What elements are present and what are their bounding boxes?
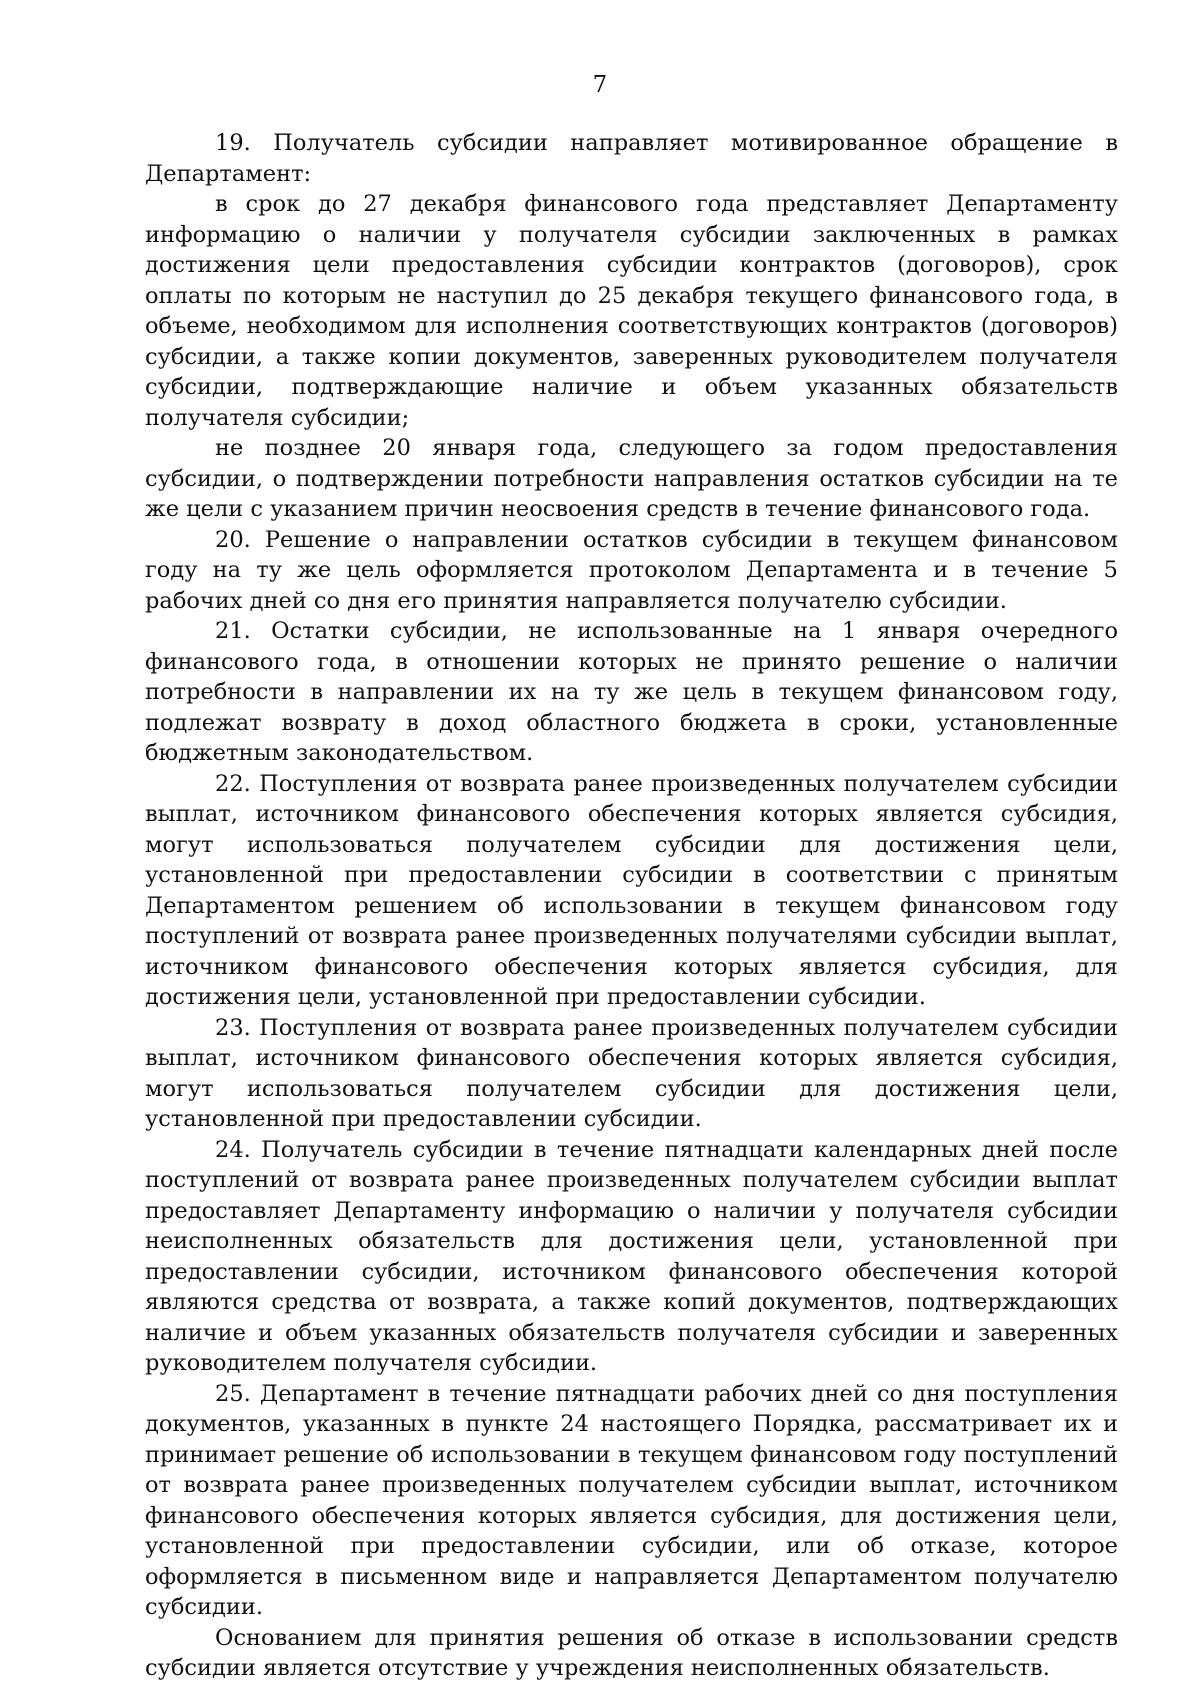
- paragraph-24: 24. Получатель субсидии в течение пятнадцати календарных дней после поступлений от возврата ранее произведенных получателем субсидии выплат предоставляет Департаменту информацию о наличии у получателя субсидии неисполненных обязательств для достижения цели, установленной при предоставлении субсидии, источником финансового обеспечения которой являются средства от возврата, а также копий документов, подтверждающих наличие и объем указанных обязательств получателя субсидии и заверенных руководителем получателя субсидии.: [145, 1136, 1118, 1376]
- paragraph-19: 19. Получатель субсидии направляет мотивированное обращение в Департамент:: [145, 130, 1118, 187]
- paragraph-19-deadline-december: в срок до 27 декабря финансового года представляет Департаменту информацию о наличии у получателя субсидии заключенных в рамках достижения цели предоставления субсидии контрактов (договоров), срок оплаты по которым не наступил до 25 декабря текущего финансового года, в объеме, необходимом для исполнения соответствующих контрактов (договоров) субсидии, а также копии документов, заверенных руководителем получателя субсидии, подтверждающие наличие и объем указанных обязательств получателя субсидии;: [145, 191, 1118, 431]
- page-number: 7: [592, 72, 608, 98]
- paragraph-20: 20. Решение о направлении остатков субсидии в текущем финансовом году на ту же цель оформляется протоколом Департамента и в течение 5 рабочих дней со дня его принятия направляется получателю субсидии.: [145, 526, 1118, 614]
- paragraph-19-deadline-january: не позднее 20 января года, следующего за годом предоставления субсидии, о подтверждении потребности направления остатков субсидии на те же цели с указанием причин неосвоения средств в течение финансового года.: [145, 435, 1118, 522]
- paragraph-22: 22. Поступления от возврата ранее произведенных получателем субсидии выплат, источником финансового обеспечения которых является субсидия, могут использоваться получателем субсидии для достижения цели, установленной при предоставлении субсидии в соответствии с принятым Департаментом решением об использовании в текущем финансовом году поступлений от возврата ранее произведенных получателями субсидии выплат, источником финансового обеспечения которых является субсидия, для достижения цели, установленной при предоставлении субсидии.: [145, 770, 1118, 1010]
- paragraph-refusal-grounds: Основанием для принятия решения об отказе в использовании средств субсидии является отсутствие у учреждения неисполненных обязательств.: [145, 1624, 1118, 1681]
- paragraph-23: 23. Поступления от возврата ранее произведенных получателем субсидии выплат, источником финансового обеспечения которых является субсидия, могут использоваться получателем субсидии для достижения цели, установленной при предоставлении субсидии.: [145, 1014, 1118, 1132]
- document-body: [145, 128, 1118, 1684]
- paragraph-25: 25. Департамент в течение пятнадцати рабочих дней со дня поступления документов, указанных в пункте 24 настоящего Порядка, рассматривает их и принимает решение об использовании в текущем финансовом году поступлений от возврата ранее произведенных получателем субсидии выплат, источником финансового обеспечения которых является субсидия, для достижения цели, установленной при предоставлении субсидии, или об отказе, которое оформляется в письменном виде и направляется Департаментом получателю субсидии.: [145, 1380, 1118, 1620]
- paragraph-21: 21. Остатки субсидии, не использованные на 1 января очередного финансового года, в отношении которых не принято решение о наличии потребности в направлении их на ту же цель в текущем финансовом году, подлежат возврату в доход областного бюджета в сроки, установленные бюджетным законодательством.: [145, 618, 1118, 766]
